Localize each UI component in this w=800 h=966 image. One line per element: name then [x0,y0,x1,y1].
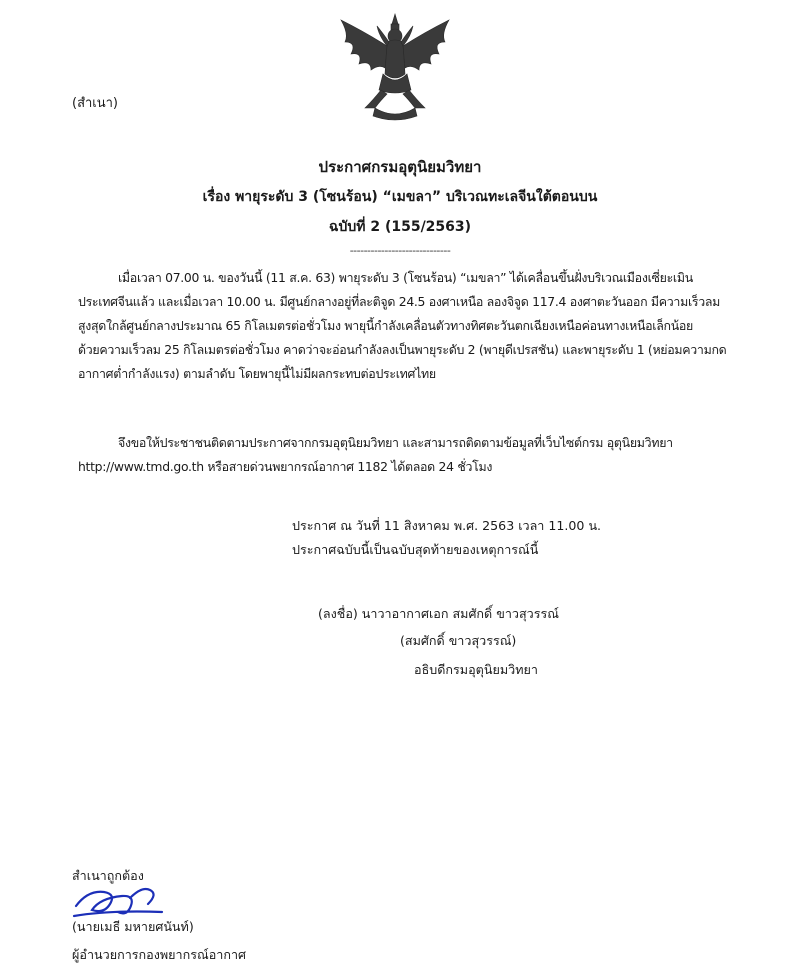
announcement-title: ประกาศกรมอุตุนิยมวิทยา [318,158,482,176]
body-paragraph-2 [78,431,738,479]
announcement-subject: เรื่อง พายุระดับ 3 (โซนร้อน) “เมขลา” บริเวณทะเลจีนใต้ตอนบน [202,189,598,205]
signatory-position: อธิบดีกรมอุตุนิยมวิทยา [414,662,538,677]
certifier-position: ผู้อำนวยการกองพยากรณ์อากาศ [72,947,247,962]
garuda-emblem-icon [335,12,455,122]
paragraph-line: เมื่อเวลา 07.00 น. ของวันนี้ (11 ส.ค. 63) พายุระดับ 3 (โซนร้อน) “เมขลา” ได้เคลื่อนขึ้นฝั่งบริเวณเมืองเซี่ยะเมิน [118,270,693,285]
announcement-number: ฉบับที่ 2 (155/2563) [328,219,472,235]
certifier-name: (นายเมธี มหายศนันท์) [72,919,194,934]
paragraph-line: อากาศต่ำกำลังแรง) ตามลำดับ โดยพายุนี้ไม่มีผลกระทบต่อประเทศไทย [78,366,436,381]
paragraph-line: จึงขอให้ประชาชนติดตามประกาศจากกรมอุตุนิยมวิทยา และสามารถติดตามข้อมูลที่เว็บไซต์กรม อุตุนิยมวิทยา [118,435,673,450]
final-notice: ประกาศฉบับนี้เป็นฉบับสุดท้ายของเหตุการณ์นี้ [292,542,539,557]
copy-label: (สำเนา) [72,96,119,111]
paragraph-line: ประเทศจีนแล้ว และเมื่อเวลา 10.00 น. มีศูนย์กลางอยู่ที่ละติจูด 24.5 องศาเหนือ ลองจิจูด 117.4 องศาตะวันออก มีความเร็วลม [78,294,721,309]
paragraph-line: สูงสุดใกล้ศูนย์กลางประมาณ 65 กิโลเมตรต่อชั่วโมง พายุนี้กำลังเคลื่อนตัวทางทิศตะวันตกเฉียงเหนือค่อนทางเหนือเล็กน้อย [78,318,693,333]
separator-line: ----------------------------- [349,244,451,257]
announcement-date: ประกาศ ณ วันที่ 11 สิงหาคม พ.ศ. 2563 เวลา 11.00 น. [292,518,602,533]
signatory-name: (สมศักดิ์ ขาวสุวรรณ์) [400,633,517,648]
paragraph-line: ด้วยความเร็วลม 25 กิโลเมตรต่อชั่วโมง คาดว่าจะอ่อนกำลังลงเป็นพายุระดับ 2 (พายุดีเปรสชัน) และพายุระดับ 1 (หย่อมความกด [78,342,727,357]
signatory-signed: (ลงชื่อ) นาวาอากาศเอก สมศักดิ์ ขาวสุวรรณ์ [318,606,559,621]
certified-copy-label: สำเนาถูกต้อง [72,868,144,883]
paragraph-line: http://www.tmd.go.th หรือสายด่วนพยากรณ์อากาศ 1182 ได้ตลอด 24 ชั่วโมง [78,459,493,474]
body-paragraph-1 [78,266,738,386]
